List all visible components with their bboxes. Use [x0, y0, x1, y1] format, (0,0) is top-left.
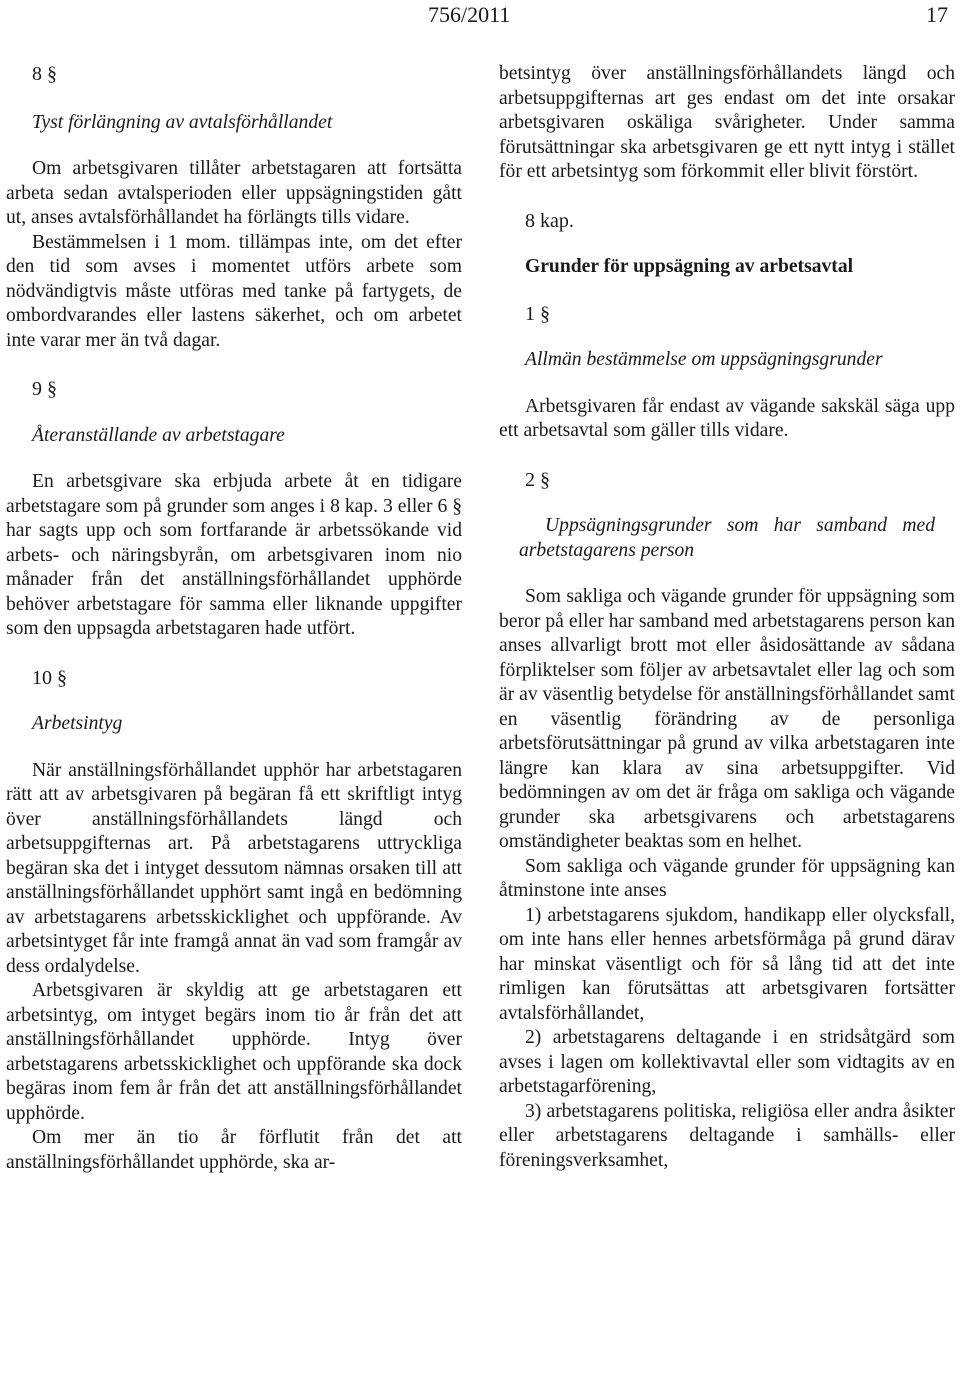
section-2-paragraph-1: Som sakliga och vägande grunder för uppsägning som beror på eller har samband med arbetstagarens person kan anses allvarligt brott mot eller åsidosättande av sådana förpliktelser som följer av arbetsavtalet eller lag och som är av väsentlig betydelse för anställningsförhållandet samt en väsentlig förändring av de personliga arbetsförutsättningar på grund av vilka arbetstagaren inte längre kan klara av sina arbetsuppgifter. Vid bedömningen av om det är fråga om sakliga och vägande grunder ska arbetsgivarens och arbetstagarens omständigheter beaktas som en helhet. [499, 586, 955, 852]
section-2-item-1: 1) arbetstagarens sjukdom, handikapp eller olycksfall, om inte hans eller hennes arbetsförmåga på grund därav har minskat väsentligt och för så lång tid att det inte rimligen kan förutsättas att arbetsgivaren fortsätter avtalsförhållandet, [499, 904, 955, 1024]
section-9-paragraph-1: En arbetsgivare ska erbjuda arbete åt en tidigare arbetstagare som på grunder som anges i 8 kap. 3 eller 6 § har sagts upp och som fortfarande är arbetssökande vid arbets- och näringsbyrån, om arbetsgivaren inom nio månader från det anställningsförhållandet upphörde behöver arbetstagare för samma eller liknande uppgifter som den uppsagda arbetstagaren hade utfört. [6, 471, 462, 639]
section-2-title: Uppsägningsgrunder som har samband med arbetstagarens person [519, 515, 935, 561]
chapter-number: 8 kap. [525, 209, 574, 232]
section-1-number: 1 § [525, 302, 550, 325]
section-2-item-3: 3) arbetstagarens politiska, religiösa eller andra åsikter eller arbetstagarens deltagande i samhälls- eller föreningsverksamhet, [499, 1100, 955, 1171]
section-10-title: Arbetsintyg [32, 713, 123, 734]
section-10-paragraph-3: Om mer än tio år förflutit från det att anställningsförhållandet upphörde, ska ar- [6, 1127, 462, 1173]
section-10-paragraph-2: Arbetsgivaren är skyldig att ge arbetstagaren ett arbetsintyg, om intyget begärs inom tio år från det att anställningsförhållandet upphörde. Intyg över arbetstagarens arbetsskicklighet och uppförande ska dock begäras inom fem år från det att anställningsförhållandet upphörde. [6, 980, 462, 1124]
section-9-number: 9 § [32, 378, 57, 400]
chapter-title: Grunder för uppsägning av arbetsavtal [525, 256, 854, 277]
section-1-paragraph-1: Arbetsgivaren får endast av vägande sakskäl säga upp ett arbetsavtal som gäller tills vidare. [499, 395, 955, 441]
continuation-paragraph: betsintyg över anställningsförhållandets längd och arbetsuppgifternas art ges endast om det inte orsakar arbetsgivaren oskäliga svårigheter. Under samma förutsättningar ska arbetsgivaren ge ett nytt intyg i stället för ett arbetsintyg som förkommit eller blivit förstört. [499, 63, 955, 182]
page-header [0, 0, 960, 30]
section-2-item-2: 2) arbetstagarens deltagande i en stridsåtgärd som avses i lagen om kollektivavtal eller som vidtagits av en arbetstagarförening, [499, 1027, 955, 1097]
section-9-title: Återanställande av arbetstagare [32, 424, 285, 446]
section-8-paragraph-2: Bestämmelsen i 1 mom. tillämpas inte, om det efter den tid som avses i momentet utförs arbete som nödvändigtvis måste utföras med tanke på fartygets, de ombordvarandes eller lastens säkerhet, och om arbetet inte varar mer än två dagar. [6, 231, 462, 351]
right-column [499, 62, 955, 1173]
section-1-title: Allmän bestämmelse om uppsägningsgrunder [525, 349, 883, 370]
section-2-paragraph-2: Som sakliga och vägande grunder för uppsägning kan åtminstone inte anses [499, 855, 955, 901]
section-10-paragraph-1: När anställningsförhållandet upphör har arbetstagaren rätt att av arbetsgivaren på begäran få ett skriftligt intyg över anställningsförhållandets längd och arbetsuppgifternas art. På arbetstagarens uttryckliga begäran ska det i intyget dessutom nämnas orsaken till att anställningsförhållandet upphört samt ingå en bedömning av arbetstagarens arbetsskicklighet och uppförande. Av arbetsintyget får inte framgå annat än vad som framgår av dess ordalydelse. [6, 759, 462, 977]
page-number: 17 [926, 2, 948, 27]
section-2-number: 2 § [525, 468, 550, 491]
document-number: 756/2011 [428, 2, 511, 27]
section-8-number: 8 § [32, 63, 57, 85]
section-10-number: 10 § [32, 666, 67, 689]
section-8-paragraph-1: Om arbetsgivaren tillåter arbetstagaren att fortsätta arbeta sedan avtalsperioden eller uppsägningstiden gått ut, anses avtalsförhållandet ha förlängts tills vidare. [6, 158, 462, 228]
left-column [6, 62, 462, 1175]
section-8-title: Tyst förlängning av avtalsförhållandet [32, 111, 333, 133]
